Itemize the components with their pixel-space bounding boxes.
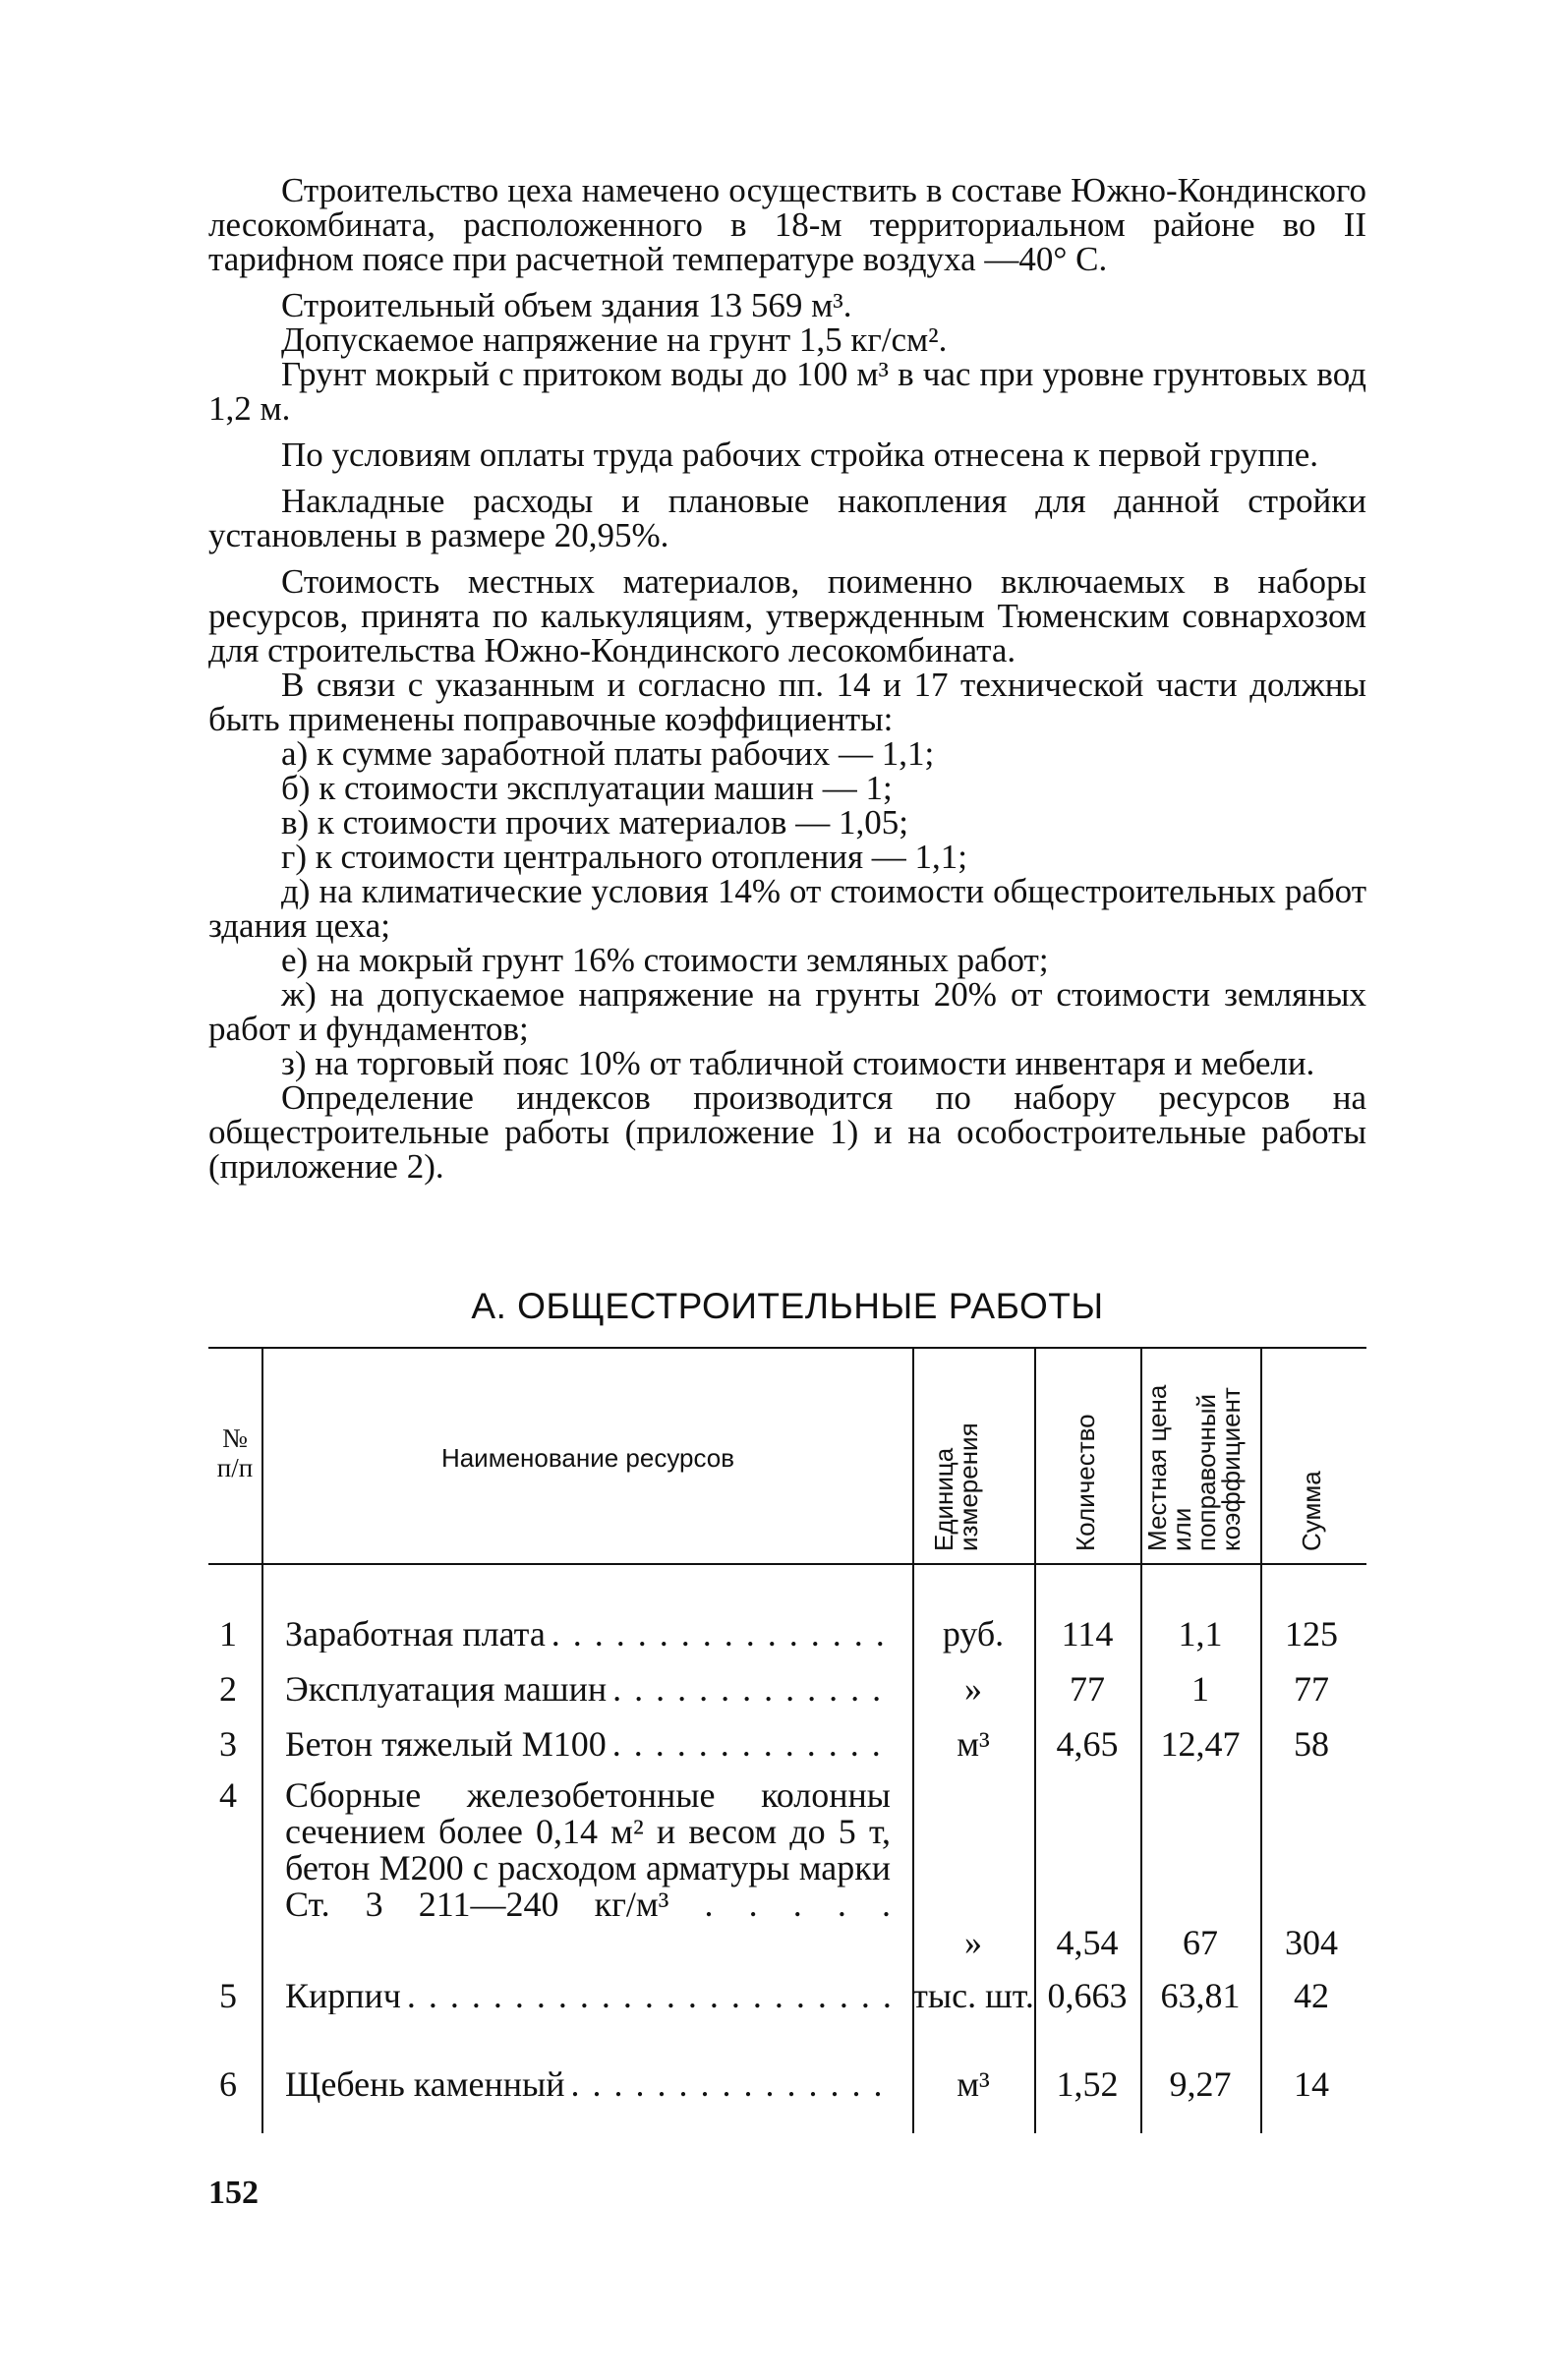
paragraph: Строительный объем здания 13 569 м³. (281, 286, 852, 324)
row-qty: 1,52 (1056, 2064, 1119, 2104)
table-top-rule (208, 1347, 1366, 1349)
row-name: Заработная плата . . . (285, 1616, 891, 1653)
paragraph: Стоимость местных материалов, поименно включаемых в наборы ресурсов, принята по калькуляциям, утвержденным Тюменским совнархозом для строительства Южно-Кондинского лесокомбината. (208, 562, 1366, 669)
header-qty: Количество (1071, 1414, 1100, 1551)
row-qty: 4,65 (1056, 1724, 1119, 1764)
row-price: 12,47 (1160, 1724, 1241, 1764)
row-name: Бетон тяжелый М100 . . . (285, 1726, 891, 1763)
row-unit: м³ (957, 1724, 990, 1764)
row-sum: 42 (1294, 1976, 1329, 2015)
section-title: А. ОБЩЕСТРОИТЕЛЬНЫЕ РАБОТЫ (471, 1286, 1104, 1326)
paragraph: Определение индексов производится по набору ресурсов на общестроительные работы (приложение 1) и на особостроительные работы (приложение 2). (208, 1078, 1366, 1186)
paragraph: В связи с указанным и согласно пп. 14 и 17 технической части должны быть применены поправочные коэффициенты: (208, 666, 1366, 738)
coefficient-item: д) на климатические условия 14% от стоимости общестроительных работ здания цеха; (208, 872, 1366, 945)
row-qty: 4,54 (1056, 1923, 1119, 1962)
page-number: 152 (208, 2175, 259, 2211)
coefficient-item: а) к сумме заработной платы рабочих — 1,1; (281, 734, 935, 773)
coefficient-item: е) на мокрый грунт 16% стоимости земляных работ; (281, 941, 1049, 979)
header-num: № п/п (216, 1423, 254, 1482)
row-unit: » (964, 1923, 982, 1962)
row-name: Кирпич . . . (285, 1978, 891, 2014)
row-unit: м³ (957, 2064, 990, 2104)
row-sum: 77 (1294, 1669, 1329, 1709)
row-qty: 77 (1070, 1669, 1105, 1709)
coefficient-item: з) на торговый пояс 10% от табличной стоимости инвентаря и мебели. (281, 1044, 1315, 1082)
row-price: 9,27 (1169, 2064, 1232, 2104)
coefficient-item: ж) на допускаемое напряжение на грунты 20% от стоимости земляных работ и фундаментов; (208, 975, 1366, 1048)
row-name: Сборные железобетонные колонны сечением более 0,14 м² и весом до 5 т, бетон М200 с расходом арматуры марки Ст. 3 211—240 кг/м³ . . . . . (285, 1775, 891, 1924)
coefficient-item: в) к стоимости прочих материалов — 1,05; (281, 803, 908, 842)
row-num: 5 (219, 1976, 237, 2015)
body-text (208, 173, 1366, 1184)
row-num: 6 (219, 2064, 237, 2104)
paragraph: Строительство цеха намечено осуществить в составе Южно-Кондинского лесокомбината, расположенного в 18-м территориальном районе во II тарифном поясе при расчетной температуре воздуха —40° С. (208, 171, 1366, 278)
row-sum: 14 (1294, 2064, 1329, 2104)
row-price: 1,1 (1178, 1614, 1223, 1654)
header-name: Наименование ресурсов (440, 1443, 735, 1473)
header-sum: Сумма (1297, 1471, 1326, 1551)
row-price: 1 (1191, 1669, 1209, 1709)
row-unit: тыс. шт. (912, 1976, 1034, 2015)
row-num: 3 (219, 1724, 237, 1764)
header-unit: Единица измерения (929, 1422, 983, 1551)
row-num: 1 (219, 1614, 237, 1654)
table-row (0, 1777, 1567, 1960)
row-sum: 125 (1285, 1614, 1338, 1654)
row-unit: руб. (942, 1614, 1005, 1654)
row-sum: 304 (1285, 1923, 1338, 1962)
row-num: 2 (219, 1669, 237, 1709)
coefficient-item: б) к стоимости эксплуатации машин — 1; (281, 769, 893, 807)
row-qty: 114 (1061, 1614, 1114, 1654)
row-price: 63,81 (1160, 1976, 1241, 2015)
paragraph: Накладные расходы и плановые накопления для данной стройки установлены в размере 20,95%. (208, 482, 1366, 554)
paragraph: Допускаемое напряжение на грунт 1,5 кг/см². (281, 320, 948, 359)
coefficient-item: г) к стоимости центрального отопления — 1,1; (281, 838, 968, 876)
paragraph: Грунт мокрый с притоком воды до 100 м³ в час при уровне грунтовых вод 1,2 м. (208, 355, 1366, 428)
paragraph: По условиям оплаты труда рабочих стройка отнесена к первой группе. (281, 435, 1318, 474)
row-name: Эксплуатация машин . . . (285, 1671, 891, 1708)
header-price: Местная цена или поправочный коэффициент (1142, 1384, 1246, 1551)
row-num: 4 (219, 1775, 237, 1815)
row-unit: » (964, 1669, 982, 1709)
row-qty: 0,663 (1047, 1976, 1128, 2015)
row-name: Щебень каменный . . . (285, 2066, 891, 2103)
row-price: 67 (1183, 1923, 1218, 1962)
table-header-rule (208, 1563, 1366, 1565)
row-sum: 58 (1294, 1724, 1329, 1764)
